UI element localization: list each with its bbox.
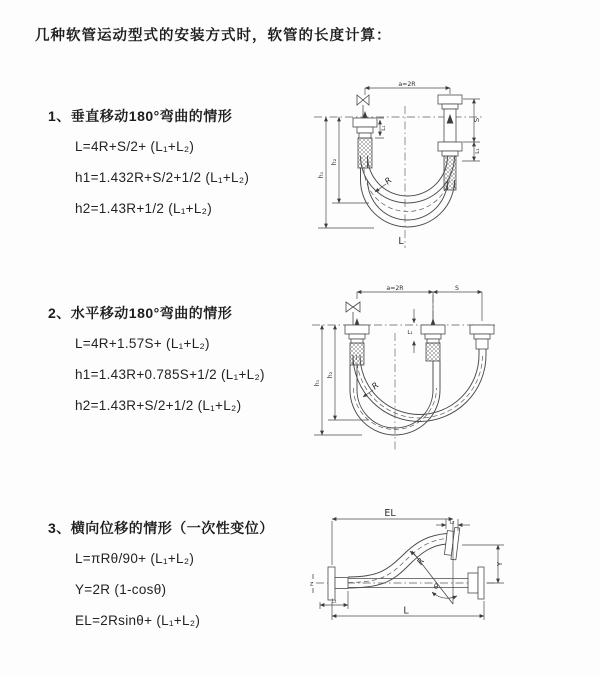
section-3-heading: 3、横向位移的情形（一次性变位）: [48, 520, 274, 536]
dim-l1-right-label: L₁: [475, 148, 481, 154]
dim-y-label: Y: [496, 561, 504, 567]
diagram-lateral-displacement: [300, 505, 600, 645]
section-1-formula-h2: h2=1.43R+1/2 (L₁+L₂): [75, 201, 213, 216]
radius-label: R: [370, 380, 382, 393]
section-1-formula-L: L=4R+S/2+ (L₁+L₂): [75, 139, 195, 154]
dim-h2-label: h₂: [331, 158, 338, 166]
middle-pipe-assembly: [421, 318, 445, 361]
dim-l1-label: L₁: [331, 598, 337, 605]
dimension-l1: [407, 309, 414, 353]
section-1-heading: 1、垂直移动180°弯曲的情形: [48, 108, 233, 124]
dim-h2-label: h₂: [327, 371, 334, 379]
moved-pipe-assembly: [470, 325, 494, 349]
radius-label: R: [383, 175, 395, 188]
dimension-l1-right: [462, 142, 481, 161]
left-flange-assembly: [328, 567, 348, 600]
section-3-formula-L: L=πRθ/90+ (L₁+L₂): [75, 551, 195, 566]
section-3-formula-Y: Y=2R (1-cosθ): [75, 582, 167, 597]
dim-h1-label: h₁: [314, 379, 321, 387]
dim-s-label: S: [473, 117, 481, 123]
diagram-vertical-180-bend: [312, 80, 587, 255]
radius-callout: [410, 551, 427, 567]
radius-label: R: [415, 556, 428, 568]
dim-l1-left-label: L₁: [381, 125, 387, 131]
left-pipe-assembly: [353, 111, 377, 168]
dimension-s: [433, 285, 482, 292]
section-2-heading: 2、水平移动180°弯曲的情形: [48, 305, 233, 321]
datum-mark: z: [310, 580, 314, 588]
dim-s-label: S: [455, 285, 459, 292]
dim-a2r-label: a=2R: [398, 81, 416, 88]
dim-l-label: L: [403, 605, 409, 617]
theta-label: θ: [433, 583, 439, 591]
section-2-formula-L: L=4R+1.57S+ (L₁+L₂): [75, 336, 210, 351]
dimension-a2r: [357, 285, 482, 321]
dim-l1-label: L₁: [407, 330, 413, 336]
dim-a2r-label: a=2R: [386, 285, 404, 292]
section-3-formula-EL: EL=2Rsinθ+ (L₁+L₂): [75, 613, 201, 628]
radius-callout: [375, 176, 394, 192]
hose-u-bends: [361, 156, 455, 227]
dim-l2-label: L₂: [449, 519, 455, 526]
section-1-formula-h1: h1=1.432R+S/2+1/2 (L₁+L₂): [75, 170, 250, 185]
fixed-pipe-assembly: [345, 318, 369, 365]
valve-icon: [357, 95, 369, 117]
section-2-formula-h1: h1=1.43R+0.785S+1/2 (L₁+L₂): [75, 367, 265, 382]
dimension-a2r: [365, 81, 450, 95]
section-2-formula-h2: h2=1.43R+S/2+1/2 (L₁+L₂): [75, 398, 242, 413]
page-title: 几种软管运动型式的安装方式时，软管的长度计算：: [35, 28, 392, 44]
dim-h1-label: h₁: [318, 171, 325, 179]
dim-el-label: EL: [384, 508, 396, 519]
diagram-horizontal-180-bend: [310, 285, 600, 460]
length-label: L: [398, 236, 404, 247]
dimension-s: [463, 99, 481, 142]
